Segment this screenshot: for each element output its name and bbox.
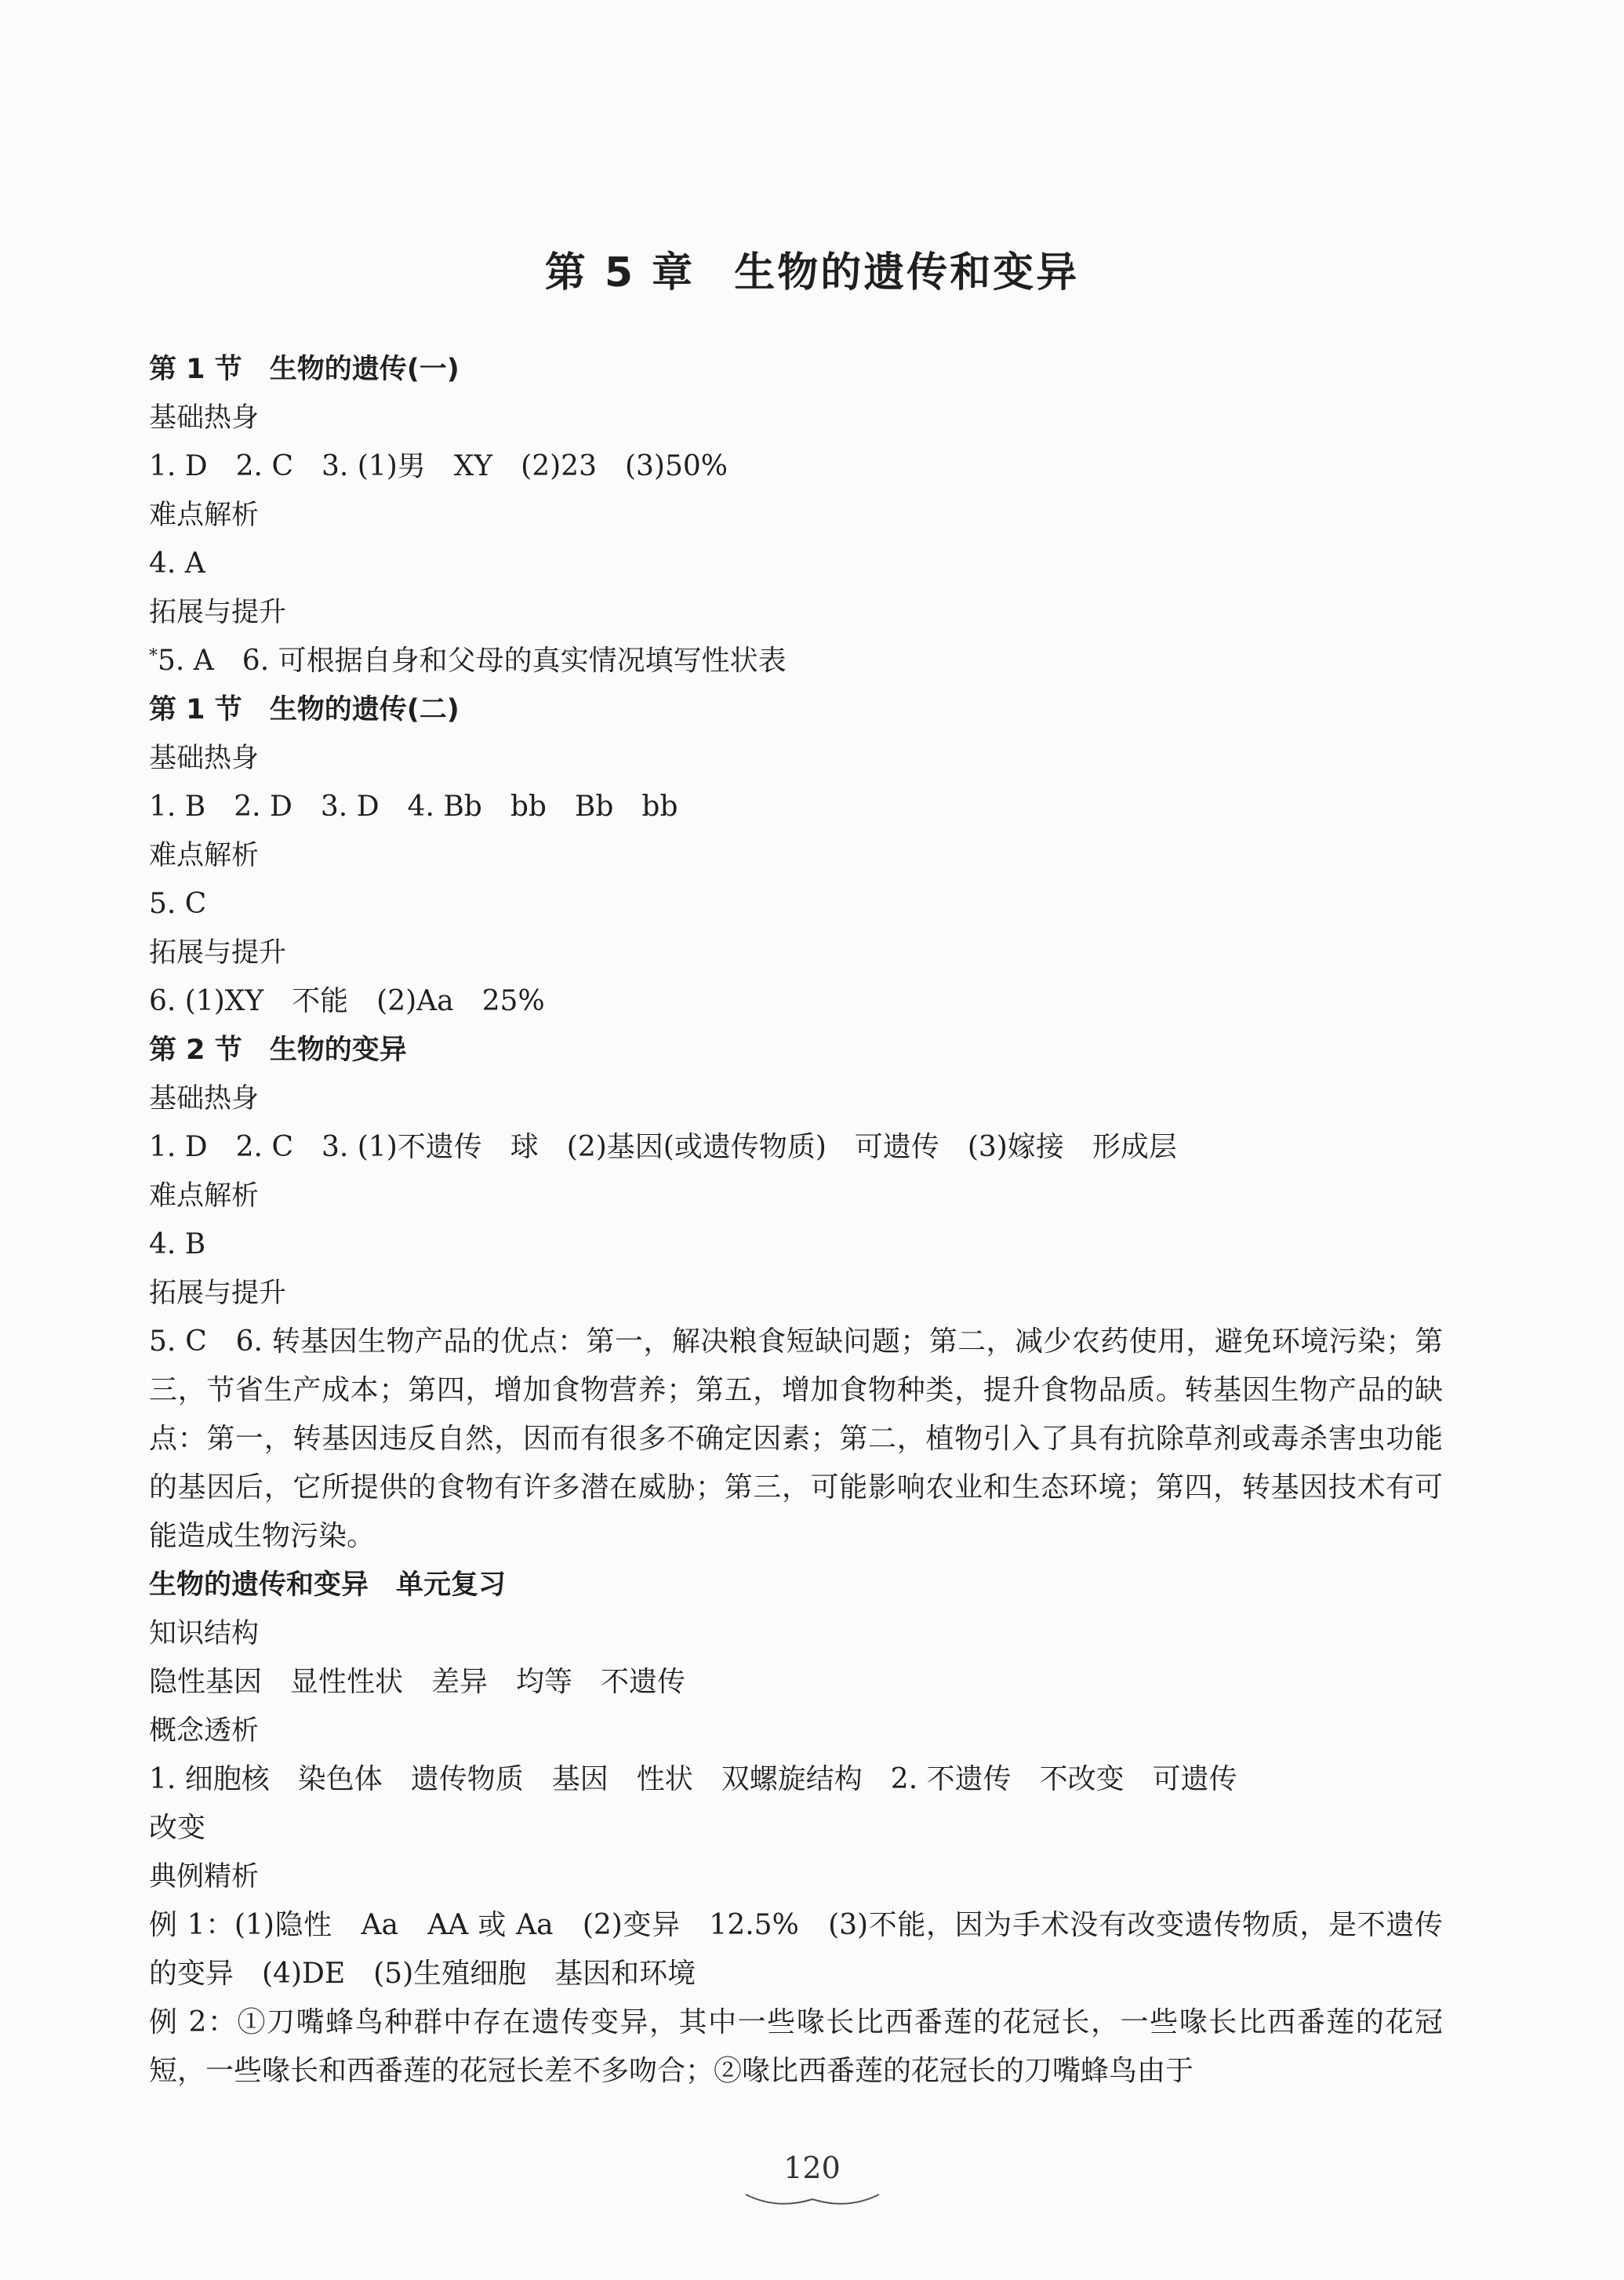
- example-paragraph: 例 2：①刀嘴蜂鸟种群中存在遗传变异，其中一些喙长比西番莲的花冠长，一些喙长比西番莲的花冠短，一些喙长和西番莲的花冠长差不多吻合；②喙比西番莲的花冠长的刀嘴蜂鸟由于: [149, 2006, 1443, 2087]
- section-heading: 第 1 节 生物的遗传(二): [149, 694, 460, 725]
- star-mark: *: [149, 646, 158, 666]
- answer-line: 隐性基因 显性性状 差异 均等 不遗传: [149, 1666, 686, 1698]
- example-paragraph: 例 1：(1)隐性 Aa AA 或 Aa (2)变异 12.5% (3)不能，因为手术没有改变遗传物质，是不遗传的变异 (4)DE (5)生殖细胞 基因和环境: [149, 1909, 1443, 1990]
- subsection-label: 基础热身: [149, 402, 260, 434]
- subsection-label: 概念透析: [149, 1715, 260, 1747]
- subsection-label: 拓展与提升: [149, 597, 287, 628]
- subsection-label: 难点解析: [149, 840, 260, 871]
- section-heading: 第 2 节 生物的变异: [149, 1035, 407, 1066]
- answer-line: 4. B: [149, 1228, 206, 1260]
- subsection-label: 基础热身: [149, 1083, 260, 1115]
- answer-line: 6. (1)XY 不能 (2)Aa 25%: [149, 985, 545, 1017]
- subsection-label: 难点解析: [149, 500, 260, 531]
- subsection-label: 基础热身: [149, 743, 260, 774]
- answer-line: 4. A: [149, 547, 205, 580]
- subsection-label: 典例精析: [149, 1861, 260, 1893]
- answer-line: 5. C: [149, 888, 207, 920]
- answer-line: 1. D 2. C 3. (1)不遗传 球 (2)基因(或遗传物质) 可遗传 (3)嫁接 形成层: [149, 1131, 1177, 1163]
- subsection-label: 拓展与提升: [149, 937, 287, 969]
- chapter-title: [0, 239, 1624, 298]
- chapter-name: 生物的遗传和变异: [734, 249, 1080, 296]
- answer-line: 1. D 2. C 3. (1)男 XY (2)23 (3)50%: [149, 450, 728, 482]
- subsection-label: 知识结构: [149, 1618, 260, 1649]
- answer-line: [149, 637, 1443, 685]
- section-heading: 第 1 节 生物的遗传(一): [149, 354, 460, 385]
- answer-line: 1. B 2. D 3. D 4. Bb bb Bb bb: [149, 791, 678, 823]
- answer-content: [149, 345, 1443, 2096]
- answer-paragraph: 5. C 6. 转基因生物产品的优点：第一，解决粮食短缺问题；第二，减少农药使用，避免环境污染；第三，节省生产成本；第四，增加食物营养；第五，增加食物种类，提升食物品质。转基因生物产品的缺点：第一，转基因违反自然，因而有很多不确定因素；第二，植物引入了具有抗除草剂或毒杀害虫功能的基因后，它所提供的食物有许多潜在威胁；第三，可能影响农业和生态环境；第四，转基因技术有可能造成生物污染。: [149, 1325, 1443, 1552]
- chapter-number: 第 5 章: [544, 249, 696, 296]
- subsection-label: 拓展与提升: [149, 1278, 287, 1309]
- page-number: 120: [783, 2151, 841, 2185]
- page-number-ornament: [742, 2188, 883, 2212]
- answer-line: 改变: [149, 1812, 206, 1844]
- subsection-label: 难点解析: [149, 1180, 260, 1212]
- answer-text: 5. A 6. 可根据自身和父母的真实情况填写性状表: [158, 645, 787, 677]
- section-heading: 生物的遗传和变异 单元复习: [149, 1569, 507, 1601]
- answer-line: 1. 细胞核 染色体 遗传物质 基因 性状 双螺旋结构 2. 不遗传 不改变 可遗传: [149, 1763, 1237, 1795]
